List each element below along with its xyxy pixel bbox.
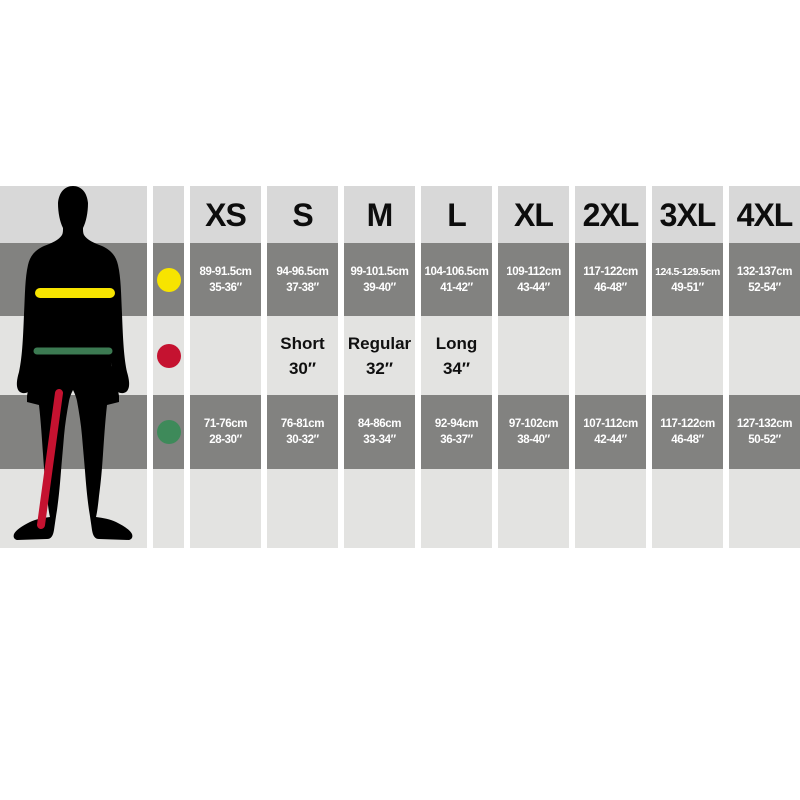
- waist-in: 28-30″: [209, 434, 242, 446]
- waist-cell-l: [421, 395, 492, 469]
- size-label: S: [292, 196, 313, 233]
- leg-cell-m: [344, 316, 415, 395]
- chest-cm: 132-137cm: [736, 265, 793, 278]
- size-label: XS: [205, 196, 246, 233]
- leg-cell-s: [267, 316, 338, 395]
- waist-cm: 127-132cm: [736, 418, 793, 430]
- red-leg-dot-icon: [157, 344, 181, 368]
- chest-cell-4xl: [729, 243, 800, 316]
- size-label: 2XL: [582, 196, 639, 233]
- leg-cell-2xl: [575, 316, 646, 395]
- chest-in: 39-40″: [363, 281, 396, 294]
- leg-cell-xl: [498, 316, 569, 395]
- waist-in: 30-32″: [286, 434, 319, 446]
- chest-cell-m: [344, 243, 415, 316]
- bottom-empty-cell-s: [267, 469, 338, 548]
- bottom-empty-cell-3xl: [652, 469, 723, 548]
- waist-in: 50-52″: [748, 434, 781, 446]
- size-column-header-l: [421, 186, 492, 243]
- waist-cm: 97-102cm: [508, 418, 559, 430]
- size-column-header-3xl: [652, 186, 723, 243]
- waist-in: 42-44″: [594, 434, 627, 446]
- body-figure-column: [0, 186, 147, 548]
- bottom-empty-cell-m: [344, 469, 415, 548]
- size-column-header-s: [267, 186, 338, 243]
- male-silhouette-icon: [0, 186, 147, 548]
- waist-in: 33-34″: [363, 434, 396, 446]
- size-label: L: [447, 196, 466, 233]
- waist-cell-2xl: [575, 395, 646, 469]
- waist-cell-s: [267, 395, 338, 469]
- chest-cm: 99-101.5cm: [350, 265, 409, 278]
- size-label: 4XL: [736, 196, 793, 233]
- chest-in: 46-48″: [594, 281, 627, 294]
- chest-cell-l: [421, 243, 492, 316]
- waist-cell-xl: [498, 395, 569, 469]
- bottom-empty-cell-2xl: [575, 469, 646, 548]
- chest-cell-2xl: [575, 243, 646, 316]
- leg-length-label: Short: [280, 333, 325, 353]
- chest-in: 49-51″: [671, 281, 704, 294]
- size-column-header-m: [344, 186, 415, 243]
- leg-length-inches: 32″: [365, 358, 394, 378]
- size-label: M: [366, 196, 393, 233]
- waist-cm: 84-86cm: [357, 418, 402, 430]
- leg-marker-cell: [153, 316, 184, 395]
- chest-in: 52-54″: [748, 281, 781, 294]
- chest-cell-xs: [190, 243, 261, 316]
- leg-length-label: Regular: [347, 333, 412, 353]
- chest-in: 41-42″: [440, 281, 473, 294]
- green-waist-dot-icon: [157, 420, 181, 444]
- bottom-empty-marker-cell: [153, 469, 184, 548]
- chest-in: 35-36″: [209, 281, 242, 294]
- chest-cm: 104-106.5cm: [424, 265, 489, 278]
- chest-marker-cell: [153, 243, 184, 316]
- chest-cm: 109-112cm: [506, 265, 561, 278]
- waist-in: 38-40″: [517, 434, 550, 446]
- size-column-header-4xl: [729, 186, 800, 243]
- chest-in: 37-38″: [286, 281, 319, 294]
- chest-in: 43-44″: [517, 281, 550, 294]
- chest-cm: 117-122cm: [583, 265, 638, 278]
- waist-cm: 71-76cm: [203, 418, 248, 430]
- size-column-header-2xl: [575, 186, 646, 243]
- waist-cell-4xl: [729, 395, 800, 469]
- waist-cm: 92-94cm: [434, 418, 479, 430]
- bottom-empty-cell-4xl: [729, 469, 800, 548]
- waist-cell-m: [344, 395, 415, 469]
- leg-cell-4xl: [729, 316, 800, 395]
- leg-cell-xs: [190, 316, 261, 395]
- waist-cell-3xl: [652, 395, 723, 469]
- waist-in: 46-48″: [671, 434, 704, 446]
- leg-length-inches: 30″: [288, 358, 317, 378]
- chest-cell-s: [267, 243, 338, 316]
- chest-cell-xl: [498, 243, 569, 316]
- waist-cm: 76-81cm: [280, 418, 325, 430]
- leg-length-label: Long: [435, 333, 478, 353]
- waist-cell-xs: [190, 395, 261, 469]
- size-column-header-xl: [498, 186, 569, 243]
- chest-cm: 124.5-129.5cm: [655, 265, 720, 278]
- chest-cm: 89-91.5cm: [199, 265, 252, 278]
- waist-cm: 107-112cm: [583, 418, 638, 430]
- bottom-empty-cell-l: [421, 469, 492, 548]
- bottom-empty-cell-xl: [498, 469, 569, 548]
- leg-length-inches: 34″: [442, 358, 471, 378]
- leg-cell-l: [421, 316, 492, 395]
- leg-cell-3xl: [652, 316, 723, 395]
- size-label: 3XL: [659, 196, 716, 233]
- size-label: XL: [514, 196, 553, 233]
- silhouette-body: [14, 186, 133, 540]
- size-chart-table: [0, 186, 800, 548]
- waist-cm: 117-122cm: [660, 418, 715, 430]
- chest-cell-3xl: [652, 243, 723, 316]
- bottom-empty-cell-xs: [190, 469, 261, 548]
- chest-cm: 94-96.5cm: [276, 265, 329, 278]
- waist-marker-cell: [153, 395, 184, 469]
- waist-in: 36-37″: [440, 434, 473, 446]
- yellow-chest-dot-icon: [157, 268, 181, 292]
- size-column-header-xs: [190, 186, 261, 243]
- marker-column-header: [153, 186, 184, 243]
